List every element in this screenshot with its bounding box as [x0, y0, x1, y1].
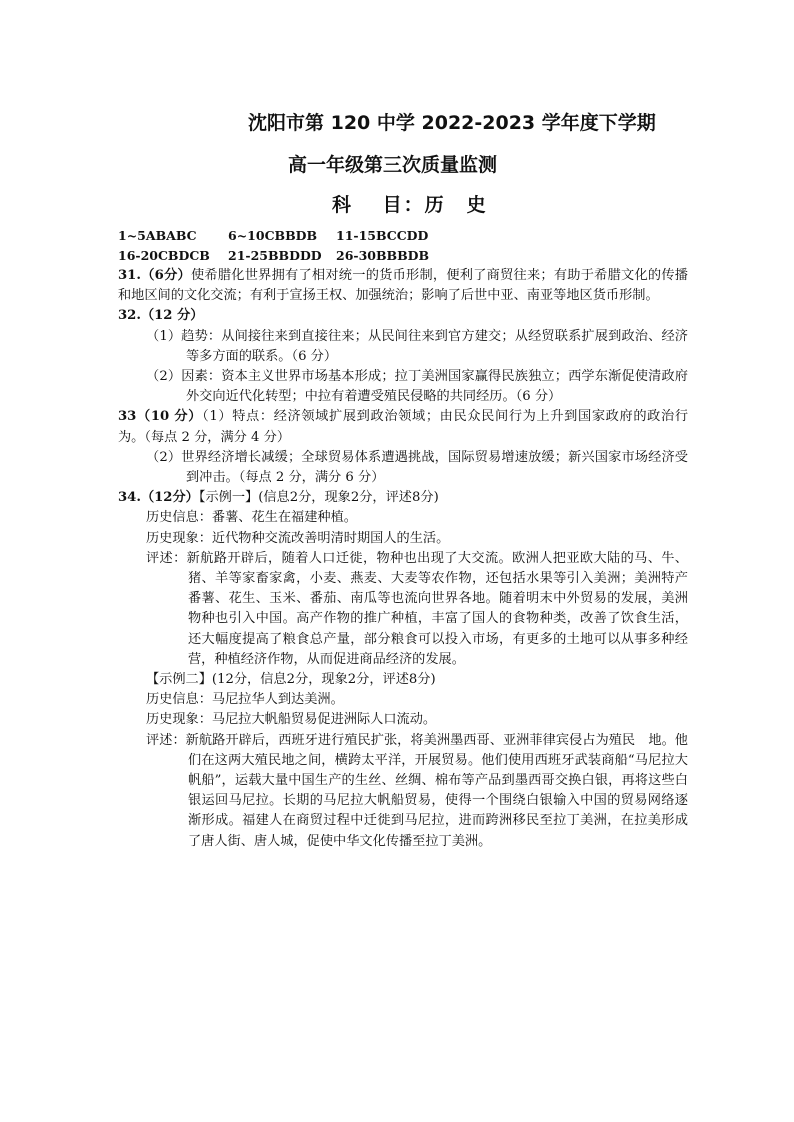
q32-item-2: （2）因素：资本主义世界市场基本形成；拉丁美洲国家赢得民族独立；西学东渐促使清政府外交向近代化转型；中拉有着遭受殖民侵略的共同经历。（6 分）	[146, 369, 688, 405]
mc-answer: 6~10CBBDB	[228, 228, 318, 243]
q34-ex2-phenomenon: 历史现象：马尼拉大帆船贸易促进洲际人口流动。	[146, 712, 437, 728]
mc-answer: 21-25BBDDD	[228, 248, 322, 263]
exam-title: 沈阳市第 120 中学 2022-2023 学年度下学期	[248, 112, 656, 134]
mc-answer-row	[118, 226, 688, 246]
mc-answer-row	[118, 246, 688, 266]
q34-ex1-phenomenon: 历史现象：近代物种交流改善明清时期国人的生活。	[146, 530, 450, 546]
q31-answer	[118, 266, 688, 306]
answer-body	[118, 226, 688, 852]
q32-item-1: （1）趋势：从间接往来到直接往来；从民间往来到官方建交；从经贸联系扩展到政治、经济等多方面的联系。（6 分）	[146, 328, 688, 364]
mc-answer: 11-15BCCDD	[336, 228, 429, 243]
q33-answer	[118, 407, 688, 447]
q34-ex1-info: 历史信息：番薯、花生在福建种植。	[146, 510, 357, 526]
exam-subtitle: 高一年级第三次质量监测	[288, 154, 498, 176]
q32-heading: 32.（12 分）	[118, 308, 204, 324]
q33-text-1: （1）特点：经济领域扩展到政治领域；由民众民间行为上升到国家政府的政治行为。（每点 2 分，满分 4 分）	[118, 409, 689, 445]
q31-number: 31.	[118, 268, 141, 283]
q34-example1-title: 【示例一】(信息2分，现象2分，评述8分)	[198, 490, 439, 506]
q33-item-2: （2）世界经济增长减缓；全球贸易体系遭遇挑战，国际贸易增速放缓；新兴国家市场经济受到冲击。（每点 2 分，满分 6 分）	[146, 449, 688, 486]
mc-answer: 1~5ABABC	[118, 228, 197, 243]
q31-score: （6分）	[140, 268, 191, 283]
q34-line	[118, 488, 688, 508]
q33-heading: 33（10 分）	[118, 409, 203, 425]
q34-heading: 34.（12分）	[118, 490, 199, 506]
mc-answer: 16-20CBDCB	[118, 248, 210, 263]
q31-text: 使希腊化世界拥有了相对统一的货币形制，便利了商贸往来；有助于希腊文化的传播和地区间的文化交流；有利于宣扬王权、加强统治；影响了后世中亚、南亚等地区货币形制。	[118, 268, 688, 304]
q34-ex2-comment: 评述：新航路开辟后，西班牙进行殖民扩张，将美洲墨西哥、亚洲菲律宾侵占为殖民 地。他们在这两大殖民地之间，横跨太平洋，开展贸易。他们使用西班牙武装商船“马尼拉大帆船”，运载大量中国生产的生丝、丝绸、棉布等产品到墨西哥交换白银，再将这些白银运回马尼拉。长期的马尼拉大帆船贸易，使得一个围绕白银输入中国的贸易网络逐渐形成。福建人在商贸过程中迁徙到马尼拉，进而跨洲移民至拉丁美洲，在拉美形成了唐人街、唐人城，促使中华文化传播至拉丁美洲。	[146, 732, 688, 849]
mc-answer: 26-30BBBDB	[336, 248, 430, 263]
q34-example2-title: 【示例二】(12分，信息2分，现象2分，评述8分)	[146, 672, 436, 688]
q34-ex2-info: 历史信息：马尼拉华人到达美洲。	[146, 692, 344, 708]
exam-subject: 科 目：历 史	[332, 194, 488, 216]
q34-ex1-comment: 评述：新航路开辟后，随着人口迁徙，物种也出现了大交流。欧洲人把亚欧大陆的马、牛、猪、羊等家畜家禽，小麦、燕麦、大麦等农作物，还包括水果等引入美洲；美洲特产番薯、花生、玉米、番茄、南瓜等也流向世界各地。随着明末中外贸易的发展，美洲物种也引入中国。高产作物的推广种植，丰富了国人的食物种类，改善了饮食生活，还大幅度提高了粮食总产量，部分粮食可以投入市场，有更多的土地可以从事多种经营，种植经济作物，从而促进商品经济的发展。	[146, 550, 688, 667]
